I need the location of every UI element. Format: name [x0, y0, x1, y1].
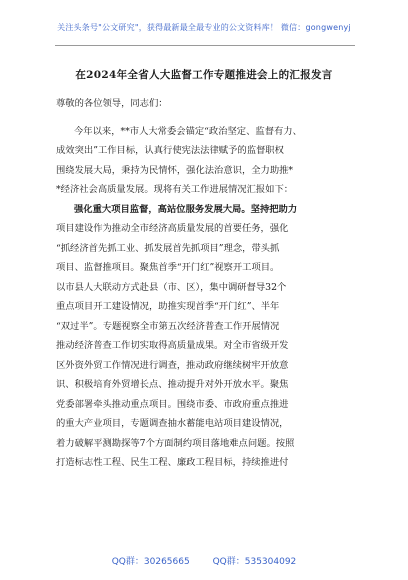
body-line: 打造标志性工程、民生工程、廉政工程目标，持续推进付: [56, 457, 289, 468]
header-note: 关注头条号"公文研究"，获得最新最全最专业的公文资料库！ 微信：gongwenyj: [57, 23, 351, 32]
document-body: [56, 94, 356, 473]
body-line: 重点项目开工建设情况，助推实现首季“开门红”、半年: [56, 301, 280, 312]
body-line: 党委部署牵头推动重点项目。围绕市委、市政府重点推进: [56, 398, 289, 410]
section-heading: 强化重大项目监督，高站位服务发展大局。坚持把助力: [74, 203, 298, 215]
body-line: 推动经济普查工作切实取得高质量成果。对全市省级开发: [56, 340, 289, 351]
body-line: 区外资外贸工作情况进行调查，推动政府继续树牢开放意: [56, 359, 289, 371]
body-line: 的重大产业项目，专题调查抽水蓄能电站项目建设情况，: [56, 418, 289, 429]
header-divider: [55, 45, 355, 46]
body-line: *经济社会高质量发展。现将有关工作进展情况汇报如下：: [56, 184, 294, 195]
body-line: “双过半”。专题视察全市第五次经济普查工作开展情况: [56, 320, 280, 332]
document-title: 在2024年全省人大监督工作专题推进会上的汇报发言: [75, 69, 333, 81]
body-line: 识、积极培育外贸增长点、推动提升对外开放水平。聚焦: [56, 379, 289, 390]
body-line: 成效突出”工作目标，认真行使宪法法律赋予的监督职权: [56, 145, 284, 156]
body-line: 围绕发展大局，秉持为民情怀，强化法治意识，全力助推*: [56, 164, 294, 176]
body-line: 项目、监督推项目。聚焦首季“开门红”视察开工项目。: [56, 262, 280, 273]
body-line: 今年以来，**市人大常委会锚定“政治坚定、监督有力、: [74, 125, 302, 137]
body-line: 着力破解平测勘探等7个方面制约项目落地难点问题。按照: [56, 437, 295, 449]
body-line: 以市县人大联动方式赴县（市、区），集中调研督导32个: [56, 281, 287, 293]
body-line: 项目建设作为推动全市经济高质量发展的首要任务，强化: [56, 223, 289, 234]
salutation: 尊敬的各位领导，同志们：: [56, 98, 168, 109]
footer-qq-group-2: QQ群：535304092: [212, 557, 297, 567]
footer-qq-group-1: QQ群：30265665: [111, 557, 190, 567]
footer-contacts: [0, 554, 408, 567]
body-line: “抓经济首先抓工业、抓发展首先抓项目”理念，带头抓: [56, 242, 280, 254]
